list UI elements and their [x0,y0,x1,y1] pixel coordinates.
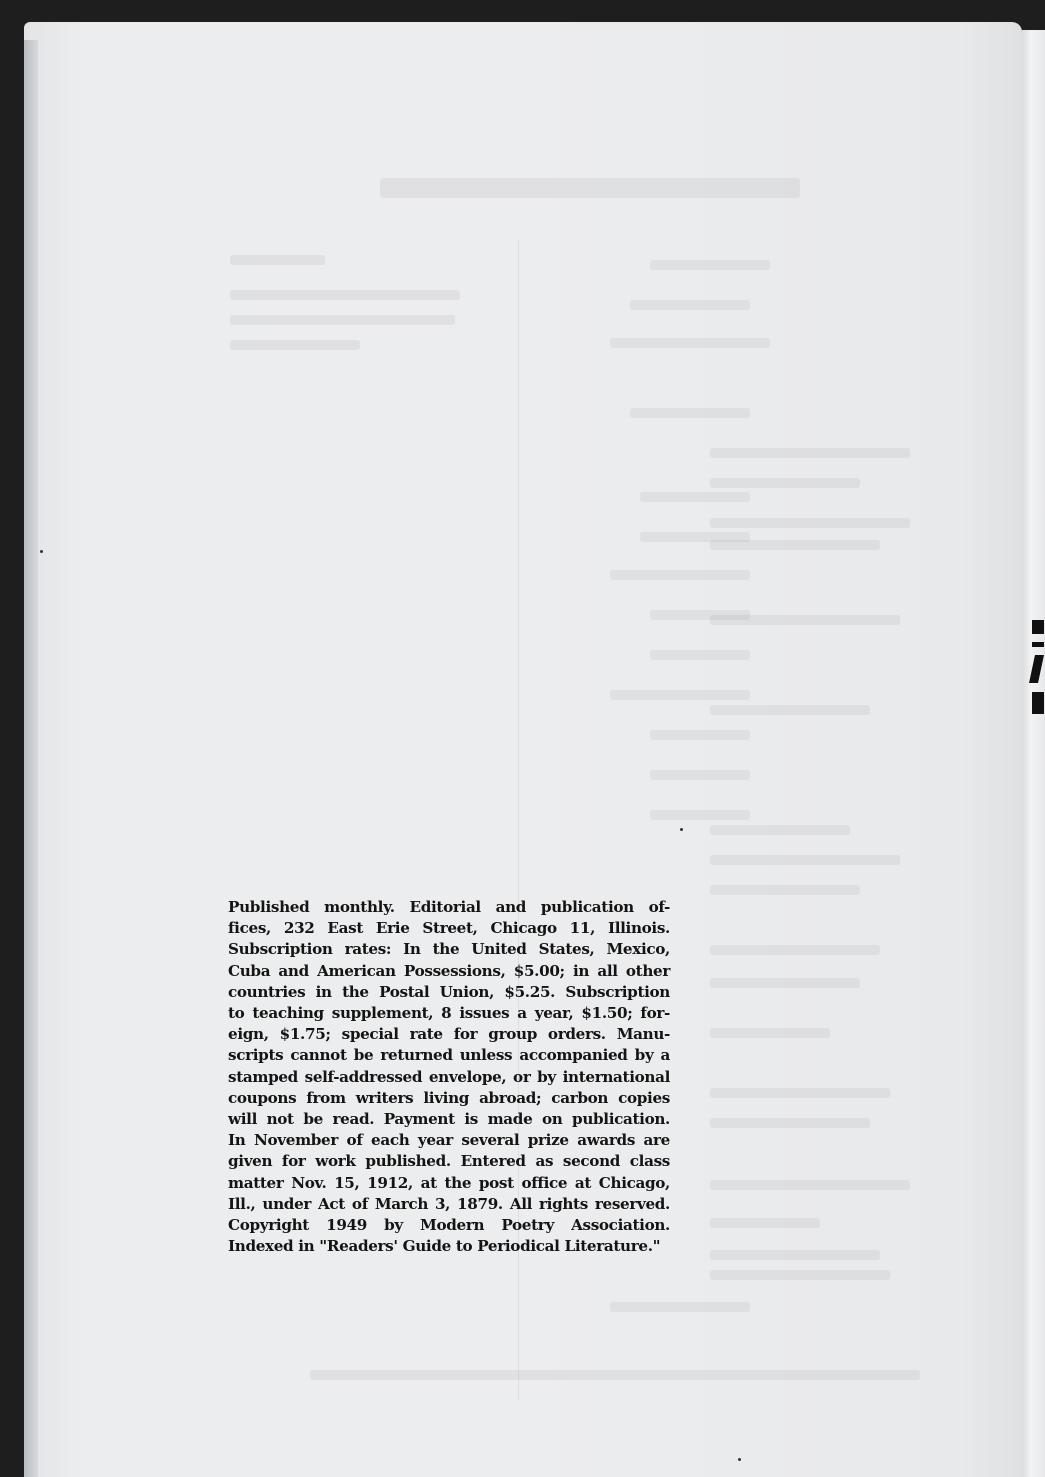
notice-line: fices, 232 East Erie Street, Chicago 11, Illinois. [228,919,670,938]
notice-line: given for work published. Entered as second class [228,1152,670,1171]
notice-line: scripts cannot be returned unless accompanied by a [228,1046,670,1065]
notice-line: stamped self-addressed envelope, or by international [228,1067,670,1086]
notice-line: Published monthly. Editorial and publication of- [228,898,670,916]
notice-line: matter Nov. 15, 1912, at the post office at Chicago, [228,1173,670,1192]
notice-line: countries in the Postal Union, $5.25. Subscription [228,982,670,1001]
page-left-edge [24,40,38,1477]
paper-sheet [24,22,1022,1477]
notice-line: eign, $1.75; special rate for group orders. Manu- [228,1025,670,1044]
notice-line: Indexed in "Readers' Guide to Periodical Literature." [228,1237,661,1256]
publication-notice [228,897,670,1257]
dust-speck [738,1458,741,1461]
dust-speck [40,550,43,553]
notice-line: Subscription rates: In the United States, Mexico, [228,940,670,959]
spine-marks [1032,620,1044,715]
notice-line: coupons from writers living abroad; carbon copies [228,1088,670,1107]
notice-line: will not be read. Payment is made on publication. [228,1110,670,1129]
notice-line: Copyright 1949 by Modern Poetry Association. [228,1216,670,1235]
notice-line: In November of each year several prize awards are [228,1131,670,1150]
notice-line: to teaching supplement, 8 issues a year, $1.50; for- [228,1004,670,1023]
dust-speck [680,828,683,831]
notice-line: Ill., under Act of March 3, 1879. All rights reserved. [228,1194,670,1213]
adjacent-page-edge [1022,30,1045,1477]
notice-line: Cuba and American Possessions, $5.00; in all other [228,961,670,980]
